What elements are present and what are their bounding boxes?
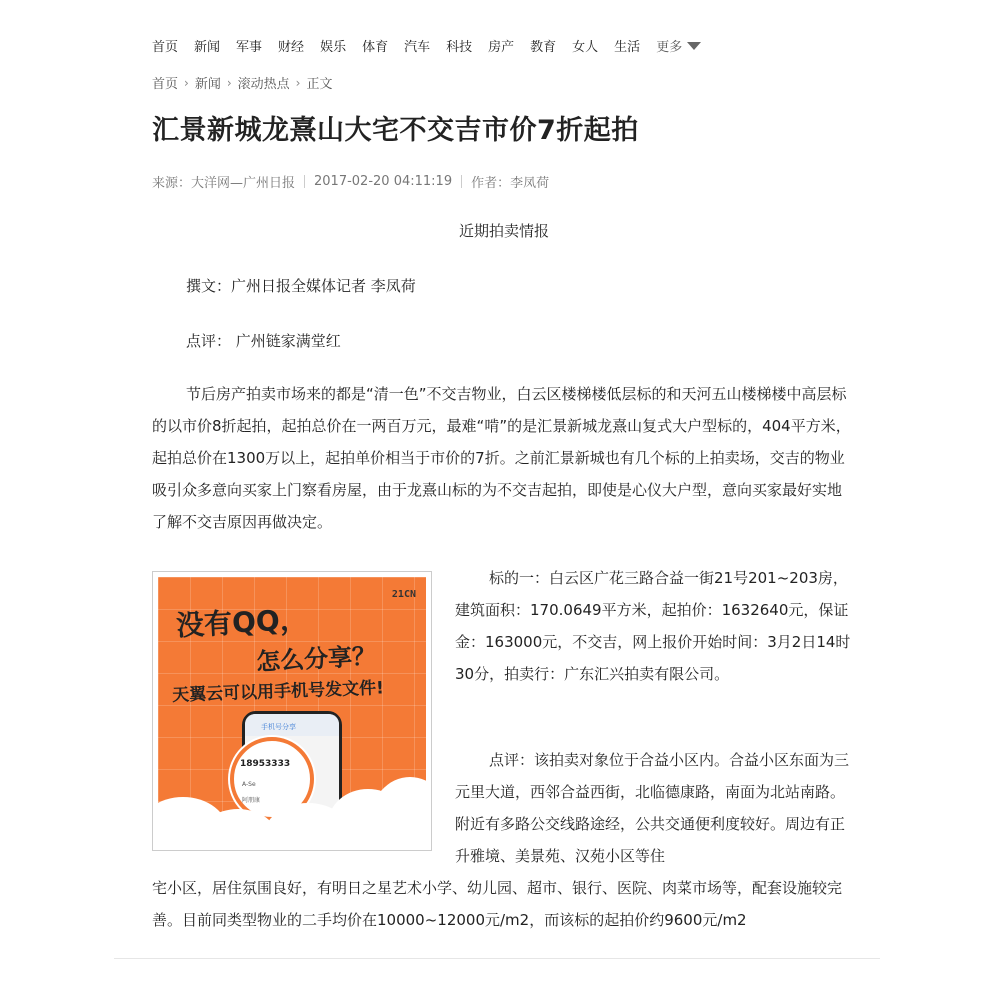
nav-item-news[interactable]: 新闻 — [194, 39, 221, 55]
nav-item-sports[interactable]: 体育 — [362, 39, 389, 55]
meta-divider — [304, 175, 305, 188]
chevron-down-icon — [687, 42, 701, 50]
meta-divider — [461, 175, 462, 188]
divider — [114, 958, 880, 959]
article-title: 汇景新城龙熹山大宅不交吉市价7折起拍 — [152, 115, 639, 146]
ad-image[interactable] — [152, 571, 432, 851]
nav-item-auto[interactable]: 汽车 — [404, 39, 431, 55]
top-nav — [152, 30, 701, 60]
article-paragraph-review: 点评：该拍卖对象位于合益小区内。合益小区东面为三元里大道，西邻合益西街，北临德康路，南面为北站南路。附近有多路公交线路途经，公共交通便利度较好。周边有正升雅境、美景苑、汉苑小区等住 — [455, 751, 850, 865]
magnifier-contact-1: A-Se — [242, 781, 256, 788]
article-paragraph-intro: 节后房产拍卖市场来的都是“清一色”不交吉物业，白云区楼梯楼低层标的和天河五山楼梯楼中高层标的以市价8折起拍，起拍总价在一两百万元，最难“啃”的是汇景新城龙熹山复式大户型标的，404平方米，起拍总价在1300万以上，起拍单价相当于市价的7折。之前汇景新城也有几个标的上拍卖场，交吉的物业吸引众多意向买家上门察看房屋，由于龙熹山标的为不交吉起拍，即使是心仪大户型，意向买家最好实地了解不交吉原因再做决定。 — [152, 385, 851, 531]
chevron-right-icon: › — [226, 75, 232, 90]
nav-more-dropdown[interactable] — [656, 36, 701, 55]
nav-item-education[interactable]: 教育 — [530, 39, 557, 55]
nav-item-realestate[interactable]: 房产 — [488, 39, 515, 55]
nav-item-home[interactable]: 首页 — [152, 39, 179, 55]
nav-item-entertainment[interactable]: 娱乐 — [320, 39, 347, 55]
ad-headline-1: 没有QQ， — [175, 602, 309, 643]
magnifier-phone-number: 18953333 — [240, 759, 291, 769]
article-author: 作者：李凤荷 — [471, 176, 550, 191]
nav-item-finance[interactable]: 财经 — [278, 39, 305, 55]
breadcrumb-news[interactable]: 新闻 — [194, 77, 221, 92]
chevron-right-icon: › — [184, 75, 189, 90]
article-source: 来源：大洋网—广州日报 — [152, 176, 296, 191]
article-paragraph-review-continued: 宅小区，居住氛围良好，有明日之星艺术小学、幼儿园、超市、银行、医院、肉菜市场等，配套设施较完善。目前同类型物业的二手均价在10000~12000元/m2，而该标的起拍价约9600元/m2 — [152, 879, 843, 929]
breadcrumb-current: 正文 — [306, 77, 333, 92]
chevron-right-icon: › — [295, 75, 301, 90]
article-paragraph-lot1: 标的一：白云区广花三路合益一街21号201~203房，建筑面积：170.0649平方米，起拍价：1632640元，保证金：163000元，不交吉，网上报价开始时间：3月2日14时30分，拍卖行：广东汇兴拍卖有限公司。 — [455, 569, 851, 683]
nav-item-military[interactable]: 军事 — [236, 39, 263, 55]
magnifier-contact-2: 阿朋康 — [242, 797, 261, 804]
article-meta — [152, 172, 549, 191]
phone-screen-title: 手机号分享 — [261, 723, 296, 731]
nav-item-tech[interactable]: 科技 — [446, 39, 473, 55]
article-datetime: 2017-02-20 04:11:19 — [314, 174, 453, 189]
ad-brand-logo: 21CN — [391, 589, 416, 600]
ad-banner — [158, 577, 426, 845]
nav-item-life[interactable]: 生活 — [614, 39, 641, 55]
nav-item-women[interactable]: 女人 — [572, 39, 599, 55]
ad-headline-2: 怎么分享？ — [255, 641, 377, 677]
breadcrumb-hot[interactable]: 滚动热点 — [237, 77, 290, 92]
article-byline: 撰文：广州日报全媒体记者 李凤荷 — [186, 277, 416, 295]
article-lead: 近期拍卖情报 — [458, 222, 549, 240]
breadcrumb-home[interactable]: 首页 — [152, 77, 179, 92]
breadcrumb — [152, 73, 333, 92]
article-commentator: 点评： 广州链家满堂红 — [186, 332, 341, 350]
ad-headline-3: 天翼云可以用手机号发文件! — [171, 678, 385, 706]
nav-more-label: 更多 — [656, 39, 683, 55]
cloud-decoration — [370, 777, 426, 845]
